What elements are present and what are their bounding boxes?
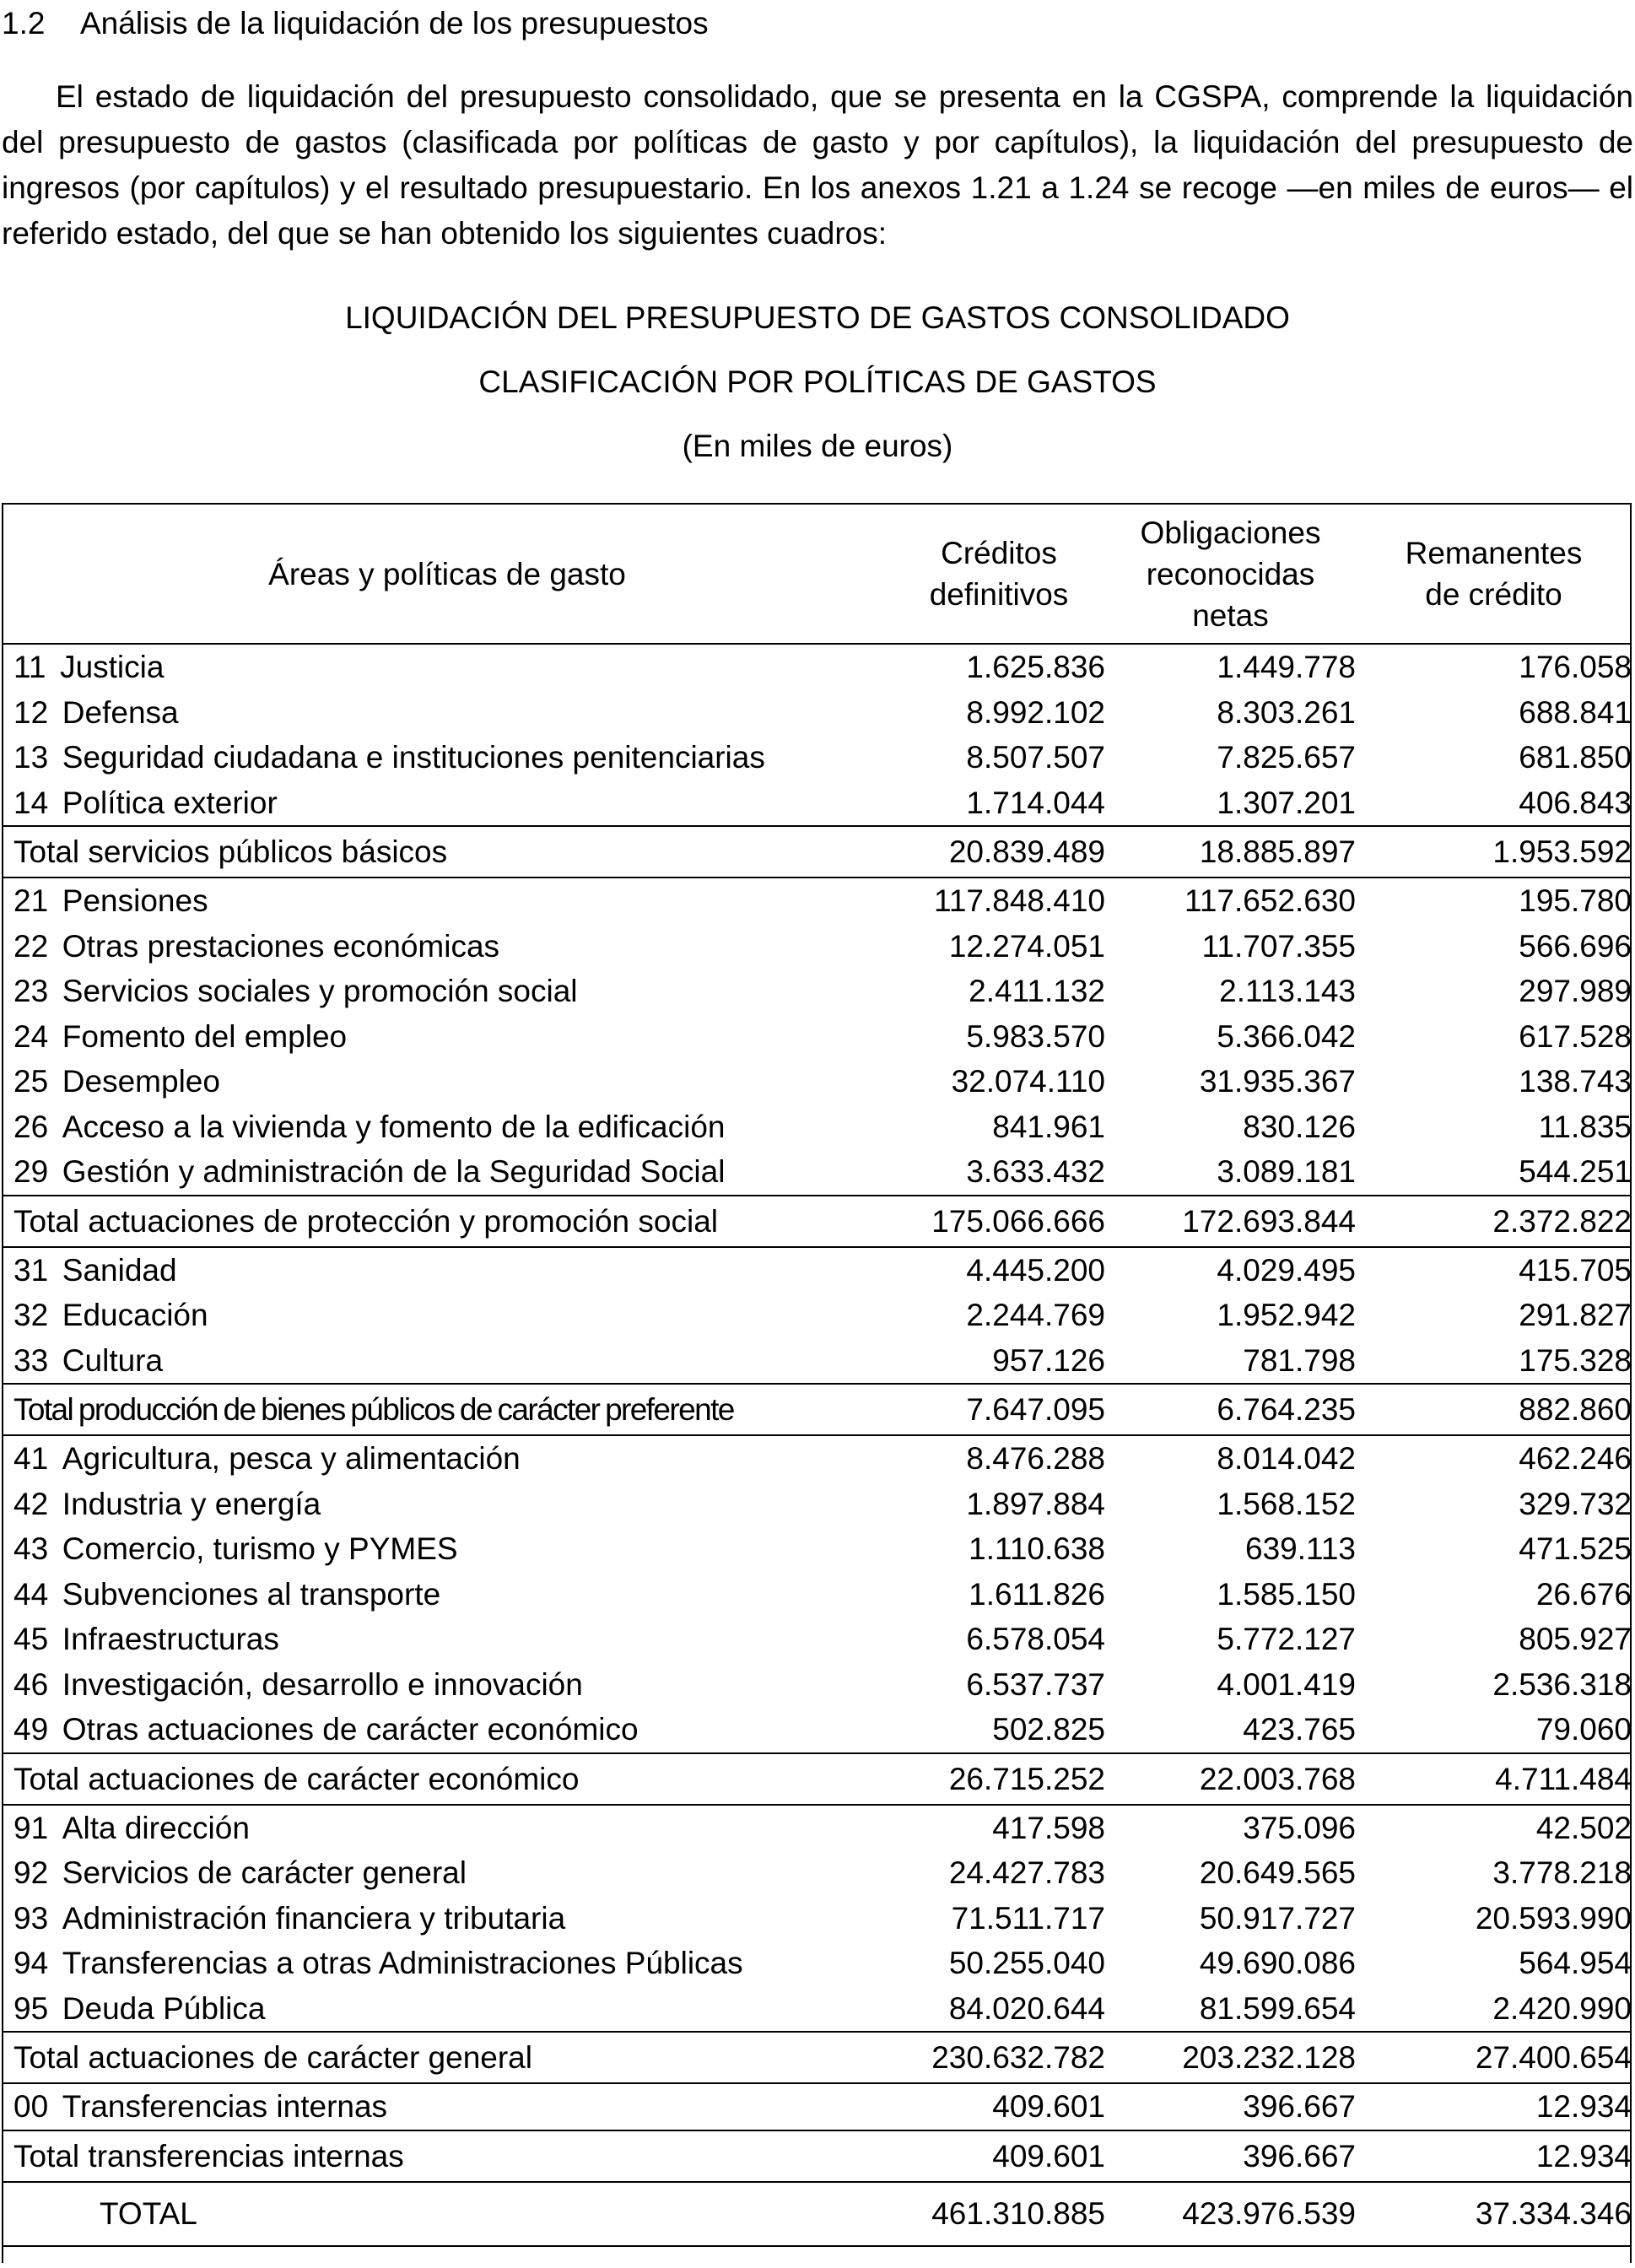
policy-name: Alta dirección	[62, 1810, 250, 1845]
table-row	[2, 1896, 1632, 1941]
table-row	[2, 1662, 1632, 1708]
row-label	[2, 1850, 893, 1896]
policy-name: Total transferencias internas	[13, 2138, 404, 2174]
policy-name: Otras prestaciones económicas	[62, 928, 500, 964]
table-row	[2, 644, 1632, 690]
remanentes-credito-cell: 138.743	[1519, 1064, 1632, 1099]
table-row	[2, 1850, 1632, 1896]
policy-name: Servicios de carácter general	[62, 1855, 467, 1890]
policy-name: Comercio, turismo y PYMES	[62, 1531, 458, 1566]
policy-code: 32	[13, 1298, 49, 1332]
creditos-definitivos-cell: 1.714.044	[966, 785, 1105, 820]
remanentes-credito-cell: 79.060	[1535, 1712, 1632, 1747]
row-label	[2, 1805, 893, 1851]
row-label	[2, 1707, 893, 1753]
table-row	[2, 1059, 1632, 1104]
creditos-definitivos-cell: 26.715.252	[893, 1753, 1105, 1805]
policy-name: Seguridad ciudadana e instituciones penitenciarias	[62, 740, 765, 775]
table-row	[2, 1247, 1632, 1293]
creditos-definitivos-cell: 6.537.737	[966, 1666, 1105, 1702]
policy-name: Subvenciones al transporte	[62, 1576, 441, 1612]
policy-code: 21	[13, 883, 49, 918]
policy-name: Cultura	[62, 1342, 164, 1378]
table-row	[2, 1941, 1632, 1986]
creditos-definitivos-cell: 1.110.638	[969, 1531, 1105, 1566]
policy-name: Total producción de bienes públicos de carácter preferente	[13, 1392, 734, 1427]
creditos-definitivos-cell: 6.578.054	[966, 1622, 1105, 1656]
policy-code: 93	[13, 1900, 49, 1936]
remanentes-credito-cell: 415.705	[1519, 1252, 1632, 1288]
table-title-line2: CLASIFICACIÓN POR POLÍTICAS DE GASTOS	[478, 364, 1157, 399]
row-label	[2, 780, 893, 827]
policy-code: 24	[13, 1018, 49, 1054]
remanentes-credito-cell: 26.676	[1535, 1576, 1632, 1612]
table-row	[2, 1805, 1632, 1851]
creditos-definitivos-cell: 2.244.769	[966, 1298, 1105, 1332]
obligaciones-netas-cell: 1.952.942	[1217, 1298, 1356, 1332]
policy-code: 00	[13, 2089, 49, 2124]
policy-name: Otras actuaciones de carácter económico	[62, 1712, 639, 1747]
creditos-definitivos-cell: 8.507.507	[966, 740, 1105, 775]
obligaciones-netas-cell: 5.366.042	[1217, 1018, 1356, 1054]
col-header-creditos: Créditos definitivos	[893, 504, 1105, 644]
obligaciones-netas-cell: 8.303.261	[1217, 694, 1356, 730]
creditos-definitivos-cell: 175.066.666	[893, 1196, 1105, 1247]
remanentes-credito-cell: 12.934	[1535, 2089, 1632, 2124]
creditos-definitivos-cell: 2.411.132	[969, 974, 1105, 1008]
subtotal-row	[2, 2130, 1632, 2182]
row-label	[2, 826, 893, 878]
policy-code: 23	[13, 974, 49, 1008]
row-label	[2, 1896, 893, 1941]
row-label	[2, 644, 893, 690]
remanentes-credito-cell: 882.860	[1356, 1384, 1632, 1435]
policy-name: Investigación, desarrollo e innovación	[62, 1666, 583, 1702]
subtotal-row	[2, 826, 1632, 878]
row-label	[2, 1293, 893, 1338]
obligaciones-netas-cell: 31.935.367	[1199, 1064, 1356, 1099]
row-label	[2, 1526, 893, 1572]
policy-name: Transferencias internas	[62, 2089, 388, 2124]
row-label	[2, 924, 893, 969]
creditos-definitivos-cell: 5.983.570	[966, 1018, 1105, 1054]
obligaciones-netas-cell: 6.764.235	[1105, 1384, 1356, 1435]
obligaciones-netas-cell: 117.652.630	[1184, 883, 1356, 918]
remanentes-credito-cell: 297.989	[1519, 974, 1632, 1008]
policy-code: 25	[13, 1064, 49, 1099]
row-label	[2, 1435, 893, 1482]
col-header-area: Áreas y políticas de gasto	[2, 504, 893, 644]
obligaciones-netas-cell: 8.014.042	[1217, 1441, 1356, 1476]
policy-code: 22	[13, 928, 49, 964]
creditos-definitivos-cell: 230.632.782	[893, 2032, 1105, 2083]
remanentes-credito-cell: 1.953.592	[1356, 826, 1632, 878]
creditos-definitivos-cell: 502.825	[992, 1712, 1105, 1747]
row-label	[2, 2130, 893, 2182]
row-label	[2, 1247, 893, 1293]
section-number: 1.2	[2, 6, 46, 40]
policy-code: 26	[13, 1109, 49, 1144]
creditos-definitivos-cell: 12.274.051	[948, 928, 1105, 964]
remanentes-credito-cell: 176.058	[1519, 650, 1632, 684]
policy-name: Sanidad	[62, 1252, 177, 1288]
policy-code: 31	[13, 1252, 49, 1288]
obligaciones-netas-cell: 1.449.778	[1217, 650, 1356, 684]
creditos-definitivos-cell: 957.126	[992, 1342, 1105, 1378]
policy-code: 29	[13, 1154, 49, 1189]
policy-code: 49	[13, 1712, 49, 1747]
creditos-definitivos-cell: 8.476.288	[966, 1441, 1105, 1476]
obligaciones-netas-cell: 81.599.654	[1199, 1990, 1356, 2026]
remanentes-credito-cell: 329.732	[1519, 1486, 1632, 1521]
creditos-definitivos-cell: 8.992.102	[966, 694, 1105, 730]
table-body	[2, 644, 1632, 2246]
table-row	[2, 1149, 1632, 1196]
policy-name: Política exterior	[62, 785, 278, 820]
remanentes-credito-cell: 462.246	[1519, 1441, 1632, 1476]
policy-name: Acceso a la vivienda y fomento de la edificación	[62, 1109, 726, 1144]
row-label	[2, 1482, 893, 1527]
creditos-definitivos-cell: 24.427.783	[948, 1855, 1105, 1890]
subtotal-row	[2, 1196, 1632, 1247]
subtotal-row	[2, 1753, 1632, 1805]
remanentes-credito-cell: 564.954	[1519, 1946, 1632, 1980]
remanentes-credito-cell: 12.934	[1356, 2130, 1632, 2182]
table-header	[2, 504, 1632, 644]
row-label	[2, 878, 893, 924]
remanentes-credito-cell: 42.502	[1535, 1810, 1632, 1845]
policy-name: Total actuaciones de carácter económico	[13, 1761, 580, 1796]
remanentes-credito-cell: 2.372.822	[1356, 1196, 1632, 1247]
policy-code: 33	[13, 1342, 49, 1378]
policy-code: 94	[13, 1946, 49, 1980]
table-row	[2, 1482, 1632, 1527]
obligaciones-netas-cell: 1.585.150	[1217, 1576, 1356, 1612]
creditos-definitivos-cell: 1.611.826	[969, 1576, 1105, 1612]
table-row	[2, 1986, 1632, 2033]
budget-table	[2, 503, 1632, 2247]
policy-name: Transferencias a otras Administraciones Públicas	[62, 1946, 743, 1980]
col-header-remanentes: Remanentes de crédito	[1356, 504, 1632, 644]
policy-name: Justicia	[60, 650, 165, 684]
remanentes-credito-cell: 471.525	[1519, 1531, 1632, 1566]
policy-name: Fomento del empleo	[62, 1018, 348, 1054]
table-row	[2, 878, 1632, 924]
row-label	[2, 1572, 893, 1617]
creditos-definitivos-cell: 1.625.836	[966, 650, 1105, 684]
obligaciones-netas-cell: 4.029.495	[1217, 1252, 1356, 1288]
remanentes-credito-cell: 688.841	[1519, 694, 1632, 730]
row-label	[2, 969, 893, 1014]
policy-code: 12	[13, 694, 49, 730]
row-label	[2, 1059, 893, 1104]
obligaciones-netas-cell: 781.798	[1243, 1342, 1356, 1378]
table-units: (En miles de euros)	[682, 429, 953, 463]
grand-total-row	[2, 2182, 1632, 2246]
policy-code: 41	[13, 1441, 49, 1476]
row-label	[2, 1384, 893, 1435]
remanentes-credito-cell: 544.251	[1519, 1154, 1632, 1189]
remanentes-credito-cell: 37.334.346	[1356, 2182, 1632, 2246]
table-row	[2, 1435, 1632, 1482]
table-row	[2, 969, 1632, 1014]
policy-code: 42	[13, 1486, 49, 1521]
table-title-line1: LIQUIDACIÓN DEL PRESUPUESTO DE GASTOS CONSOLIDADO	[345, 300, 1290, 335]
creditos-definitivos-cell: 7.647.095	[893, 1384, 1105, 1435]
obligaciones-netas-cell: 375.096	[1243, 1810, 1356, 1845]
policy-code: 95	[13, 1990, 49, 2026]
creditos-definitivos-cell: 461.310.885	[893, 2182, 1105, 2246]
policy-code: 91	[13, 1810, 49, 1845]
table-row	[2, 690, 1632, 736]
policy-name: Gestión y administración de la Seguridad Social	[62, 1154, 726, 1189]
creditos-definitivos-cell: 50.255.040	[948, 1946, 1105, 1980]
col-header-obligaciones: Obligaciones reconocidas netas	[1105, 504, 1356, 644]
intro-paragraph: El estado de liquidación del presupuesto consolidado, que se presenta en la CGSPA, comprende la liquidación del presupuesto de gastos (clasificada por políticas de gasto y por capítulos), la liquidación del presupuesto de ingresos (por capítulos) y el resultado presupuestario. En los anexos 1.21 a 1.24 se recoge —en miles de euros— el referido estado, del que se han obtenido los siguientes cuadros:	[2, 79, 1633, 251]
table-row	[2, 1617, 1632, 1662]
policy-name: TOTAL	[100, 2195, 197, 2231]
obligaciones-netas-cell: 50.917.727	[1199, 1900, 1356, 1936]
table-row	[2, 1014, 1632, 1060]
obligaciones-netas-cell: 639.113	[1245, 1531, 1356, 1566]
creditos-definitivos-cell: 409.601	[992, 2089, 1105, 2124]
table-row	[2, 1572, 1632, 1617]
row-label	[2, 1662, 893, 1708]
creditos-definitivos-cell: 4.445.200	[966, 1252, 1105, 1288]
remanentes-credito-cell: 681.850	[1519, 740, 1632, 775]
obligaciones-netas-cell: 1.568.152	[1217, 1486, 1356, 1521]
obligaciones-netas-cell: 22.003.768	[1105, 1753, 1356, 1805]
obligaciones-netas-cell: 18.885.897	[1105, 826, 1356, 878]
subtotal-row	[2, 2032, 1632, 2083]
policy-code: 43	[13, 1531, 49, 1566]
creditos-definitivos-cell: 117.848.410	[933, 883, 1105, 918]
policy-code: 13	[13, 740, 49, 775]
policy-name: Deuda Pública	[62, 1990, 266, 2026]
policy-name: Desempleo	[62, 1064, 220, 1099]
remanentes-credito-cell: 195.780	[1519, 883, 1632, 918]
creditos-definitivos-cell: 32.074.110	[951, 1064, 1105, 1099]
obligaciones-netas-cell: 5.772.127	[1217, 1622, 1356, 1656]
policy-name: Infraestructuras	[62, 1622, 279, 1656]
policy-name: Industria y energía	[62, 1486, 321, 1521]
table-title	[0, 297, 1635, 489]
obligaciones-netas-cell: 49.690.086	[1199, 1946, 1356, 1980]
obligaciones-netas-cell: 3.089.181	[1217, 1154, 1356, 1189]
obligaciones-netas-cell: 203.232.128	[1105, 2032, 1356, 2083]
table-row	[2, 2083, 1632, 2130]
row-label	[2, 1986, 893, 2033]
remanentes-credito-cell: 617.528	[1519, 1018, 1632, 1054]
row-label	[2, 1149, 893, 1196]
creditos-definitivos-cell: 841.961	[992, 1109, 1105, 1144]
table-row	[2, 1707, 1632, 1753]
table-row	[2, 924, 1632, 969]
remanentes-credito-cell: 2.536.318	[1492, 1666, 1632, 1702]
table-row	[2, 735, 1632, 780]
policy-code: 14	[13, 785, 49, 820]
remanentes-credito-cell: 566.696	[1519, 928, 1632, 964]
section-title: Análisis de la liquidación de los presupuestos	[80, 6, 709, 40]
obligaciones-netas-cell: 830.126	[1243, 1109, 1356, 1144]
policy-name: Educación	[62, 1298, 208, 1332]
policy-name: Pensiones	[62, 883, 208, 918]
table-row	[2, 1526, 1632, 1572]
policy-code: 11	[13, 650, 46, 684]
remanentes-credito-cell: 27.400.654	[1356, 2032, 1632, 2083]
row-label	[2, 735, 893, 780]
remanentes-credito-cell: 291.827	[1519, 1298, 1632, 1332]
obligaciones-netas-cell: 4.001.419	[1217, 1666, 1356, 1702]
section-heading	[2, 5, 709, 42]
obligaciones-netas-cell: 11.707.355	[1201, 928, 1356, 964]
policy-name: Total actuaciones de protección y promoción social	[13, 1203, 719, 1239]
remanentes-credito-cell: 11.835	[1538, 1109, 1632, 1144]
subtotal-row	[2, 1384, 1632, 1435]
obligaciones-netas-cell: 1.307.201	[1217, 785, 1356, 820]
remanentes-credito-cell: 20.593.990	[1475, 1900, 1632, 1936]
row-label	[2, 690, 893, 736]
obligaciones-netas-cell: 2.113.143	[1219, 974, 1356, 1008]
creditos-definitivos-cell: 1.897.884	[966, 1486, 1105, 1521]
obligaciones-netas-cell: 396.667	[1105, 2130, 1356, 2182]
obligaciones-netas-cell: 423.976.539	[1105, 2182, 1356, 2246]
row-label	[2, 1196, 893, 1247]
policy-code: 46	[13, 1666, 49, 1702]
remanentes-credito-cell: 175.328	[1519, 1342, 1632, 1378]
policy-code: 45	[13, 1622, 49, 1656]
creditos-definitivos-cell: 71.511.717	[951, 1900, 1105, 1936]
table-row	[2, 780, 1632, 827]
row-label	[2, 1104, 893, 1150]
policy-name: Servicios sociales y promoción social	[62, 974, 578, 1008]
row-label	[2, 1941, 893, 1986]
creditos-definitivos-cell: 84.020.644	[948, 1990, 1105, 2026]
policy-name: Defensa	[62, 694, 179, 730]
creditos-definitivos-cell: 20.839.489	[893, 826, 1105, 878]
row-label	[2, 2083, 893, 2130]
table-row	[2, 1104, 1632, 1150]
remanentes-credito-cell: 4.711.484	[1356, 1753, 1632, 1805]
row-label	[2, 1617, 893, 1662]
table-row	[2, 1293, 1632, 1338]
obligaciones-netas-cell: 423.765	[1243, 1712, 1356, 1747]
policy-code: 92	[13, 1855, 49, 1890]
creditos-definitivos-cell: 417.598	[992, 1810, 1105, 1845]
row-label	[2, 2182, 893, 2246]
policy-name: Administración financiera y tributaria	[62, 1900, 566, 1936]
row-label	[2, 2032, 893, 2083]
obligaciones-netas-cell: 396.667	[1243, 2089, 1356, 2124]
remanentes-credito-cell: 805.927	[1519, 1622, 1632, 1656]
row-label	[2, 1014, 893, 1060]
policy-name: Total actuaciones de carácter general	[13, 2040, 532, 2075]
creditos-definitivos-cell: 409.601	[893, 2130, 1105, 2182]
policy-code: 44	[13, 1576, 49, 1612]
obligaciones-netas-cell: 20.649.565	[1199, 1855, 1356, 1890]
table-row	[2, 1338, 1632, 1385]
policy-name: Agricultura, pesca y alimentación	[62, 1441, 521, 1476]
remanentes-credito-cell: 2.420.990	[1492, 1990, 1632, 2026]
remanentes-credito-cell: 406.843	[1519, 785, 1632, 820]
obligaciones-netas-cell: 172.693.844	[1105, 1196, 1356, 1247]
creditos-definitivos-cell: 3.633.432	[966, 1154, 1105, 1189]
row-label	[2, 1338, 893, 1385]
obligaciones-netas-cell: 7.825.657	[1217, 740, 1356, 775]
policy-name: Total servicios públicos básicos	[13, 834, 448, 869]
remanentes-credito-cell: 3.778.218	[1492, 1855, 1632, 1890]
row-label	[2, 1753, 893, 1805]
